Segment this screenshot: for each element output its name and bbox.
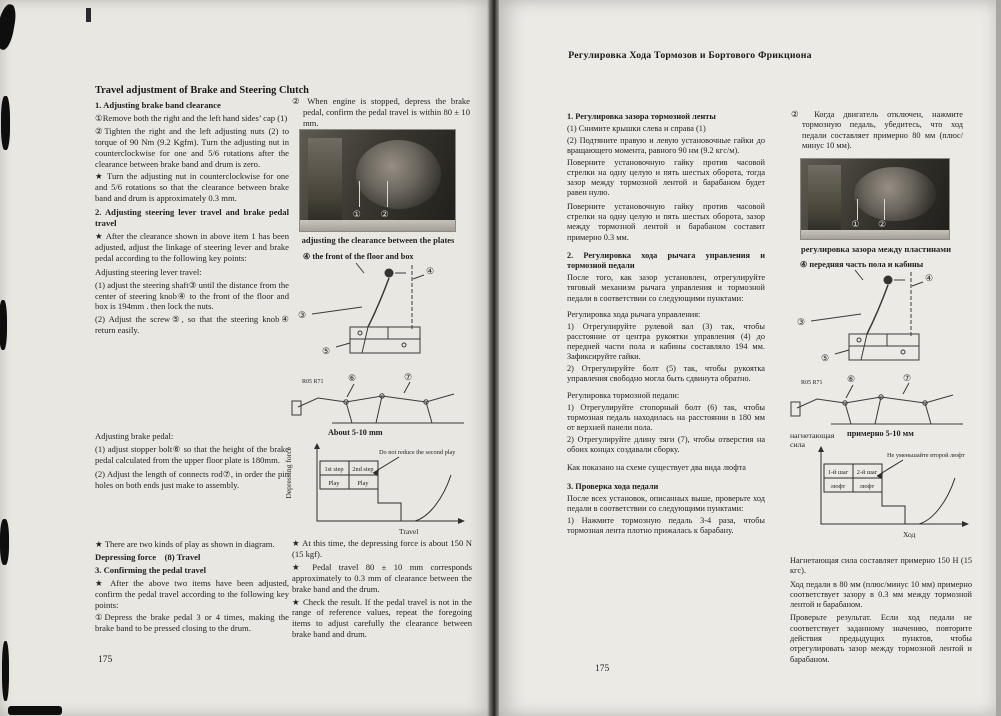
paragraph: 1) Нажмите тормозную педаль 3-4 раза, чтобы тормозная лента плотно прижалась к барабану. (567, 515, 765, 535)
paragraph: Нагнетающая сила составляет примерно 150 Н (15 кгс). (790, 556, 972, 576)
circled-5-marker: ⑤ (821, 353, 830, 363)
paragraph: Как показано на схеме существует два вида люфта (567, 463, 746, 473)
brake-drum-detail (854, 167, 935, 221)
right-page (499, 0, 996, 716)
graph-play1-label: люфт (830, 483, 846, 490)
circled-5-marker: ⑤ (322, 346, 331, 356)
paragraph: 1) Отрегулируйте стопорный болт (6) так, чтобы тормозная педаль находилась на расстоянии в 180 мм от верхней панели пола. (567, 402, 765, 433)
circled-3-marker: ③ (298, 310, 307, 320)
circled-6-marker: ⑥ (348, 373, 357, 383)
section-heading: 2. Adjusting steering lever travel and brake pedal travel (95, 207, 289, 229)
callout-line (857, 199, 858, 220)
paragraph: 2) Отрегулируйте болт (5) так, чтобы рукоятка управления свободно могла быть сдвинута обратно. (567, 364, 765, 384)
graph-y-axis-label: нагнетающая сила (790, 431, 835, 450)
ink-smudge (86, 8, 91, 22)
paragraph: Регулировка тормозной педали: (567, 390, 680, 400)
paragraph: ②Tighten the right and the left adjusting nuts (2) to torque of 90 Nm (9.2 Kgfm). Turn the adjusting nut in counterclockwise for one and 5/6 rotations after the clearance between brake band and drum is zero. (95, 125, 289, 169)
circled-4-marker: ④ (800, 260, 808, 269)
paragraph: Поверните установочную гайку против часовой стрелки на одну целую и пять шестых оборота, тогда зазор между тормозной лентой и барабаном будет равен нулю. (567, 157, 765, 198)
steering-lever-diagram (292, 259, 467, 371)
left-page (0, 0, 489, 716)
paragraph: Проверьте результат. Если ход педали не соответствует заданному значению, повторите действия предыдущих пунктов, чтобы отрегулировать зазор между тормозной лентой и барабаном. (790, 613, 972, 664)
graph-step1-label: 1st step (324, 466, 344, 473)
callout-marker-1: ① (851, 219, 860, 230)
paragraph: ①Depress the brake pedal 3 or 4 times, making the brake band to be pressed closing to the drum. (95, 612, 289, 634)
paragraph: Adjusting steering lever travel: (95, 266, 202, 277)
graph-y-axis-label: Depressing force (284, 447, 293, 499)
ink-smudge (2, 641, 9, 701)
graph-note: Не уменьшайте второй люфт (887, 452, 965, 459)
section-heading: 2. Регулировка хода рычага управления и тормозной педали (567, 250, 765, 271)
section-heading: 3. Проверка хода педали (567, 481, 659, 491)
circled-7-marker: ⑦ (903, 373, 912, 383)
graph-step2-label: 2nd step (352, 466, 374, 473)
photo-detail (808, 165, 841, 232)
paragraph: Поверните установочную гайку против часовой стрелки на одну целую и пять шестых оборота, зазор между тормозной лентой и барабаном составит примерно 0.3 мм. (567, 201, 765, 242)
paragraph: (1) adjust stopper bolt⑥ so that the height of the brake pedal calculated from the upper floor plate is 180mm. (95, 443, 289, 465)
paragraph: (2) Подтяните правую и левую установочные гайки до вращающего момента, равного 90 нм (9.2 кгс/м). (567, 135, 765, 155)
steering-lever-diagram (791, 266, 966, 378)
callout-marker-2: ② (877, 219, 887, 230)
paragraph: После того, как зазор установлен, отрегулируйте тяговый механизм рычага управления и тормозной педали в соответствии со следующими пунктами: (567, 272, 765, 303)
section-heading: 1. Adjusting brake band clearance (95, 100, 221, 110)
page-header: Регулировка Хода Тормозов и Бортового Фрикциона (568, 50, 812, 61)
brake-drum-detail (356, 140, 441, 209)
paragraph: (1) Снимите крышки слева и справа (1) (567, 123, 706, 133)
photo-detail (300, 220, 455, 231)
circled-7-marker: ⑦ (404, 372, 413, 382)
graph-play2-label: Play (357, 480, 369, 487)
left-column-text (95, 100, 289, 338)
paragraph: ★ Turn the adjusting nut in counterclockwise for one and 5/6 rotations so that the clearance between brake band and drum is approximately 0.3 mm. (95, 171, 289, 204)
callout-line (359, 181, 360, 207)
paragraph: ★ After the above two items have been adjusted, confirm the pedal travel according to the following key points: (95, 577, 289, 610)
paragraph: 1) Отрегулируйте рулевой вал (3) так, чтобы расстояние от центра рукоятки управления (4) до передней части пола и кабины составляло 194 мм. Зафиксируйте гайки. (567, 321, 765, 362)
ink-smudge (8, 706, 62, 715)
page-number: 175 (98, 655, 113, 665)
paragraph: ★ Check the result. If the pedal travel is not in the range of reference values, repeat the foregoing items to adjust carefully the clearance between brake band and drum. (292, 596, 472, 640)
steering-knob (385, 269, 394, 278)
paragraph: 2) Отрегулируйте длину тяги (7), чтобы отверстия на обоих концах создавали сборку. (567, 434, 765, 455)
floor-box-label: ④ the front of the floor and box (303, 252, 414, 261)
graph-step1-label: 1-й шаг (827, 469, 849, 476)
section-heading: 1. Регулировка зазора тормозной ленты (567, 112, 716, 121)
callout-line (387, 181, 388, 207)
paragraph: (2) Adjust the screw⑤, so that the steering knob④ return easily. (95, 314, 289, 336)
photo-caption: adjusting the clearance between the plates (301, 235, 455, 245)
ink-smudge (0, 519, 9, 565)
part-number-label: R05 R71 (801, 380, 823, 386)
circled-3-marker: ③ (797, 317, 806, 327)
paragraph: ★ There are two kinds of play as shown in diagram. (95, 539, 275, 549)
about-play-label: About 5-10 mm (328, 428, 383, 437)
circled-6-marker: ⑥ (847, 374, 856, 384)
ink-smudge (0, 300, 7, 350)
paragraph: После всех установок, описанных выше, проверьте ход педали в соответствии со следующими пунктами: (567, 493, 765, 513)
page-title: Travel adjustment of Brake and Steering Clutch (95, 85, 309, 96)
paragraph: ★ At this time, the depressing force is about 150 N (15 kgf). (292, 538, 472, 559)
paragraph: Регулировка хода рычага управления: (567, 309, 701, 319)
paragraph: (1) adjust the steering shaft③ until the distance from the center of steering knob④ to the front of the floor and box is 194mm . then lock the nuts. (95, 279, 289, 312)
left-column-text (567, 112, 765, 538)
force-travel-graph (807, 444, 975, 542)
paragraph: ★ Pedal travel 80 ± 10 mm corresponds approximately to 0.3 mm of clearance between the brake band and the drum. (292, 561, 472, 594)
paragraph: Ход педали в 80 мм (плюс/минус 10 мм) примерно соответствует зазору в 0.3 мм между тормозной лентой и барабаном. (790, 579, 972, 610)
paragraph: (2) Adjust the length of connects rod⑦, in order the pin holes on both ends just make to assembly. (95, 468, 289, 490)
brake-pedal-diagram (288, 371, 470, 427)
graph-step2-label: 2-й шаг (856, 469, 878, 476)
page-number: 175 (595, 664, 610, 674)
force-travel-graph (303, 441, 471, 539)
section-heading: 3. Confirming the pedal travel (95, 564, 206, 575)
graph-x-axis-label: Travel (399, 527, 419, 536)
photo-caption: регулировка зазора между пластинами (801, 244, 951, 254)
star-notes-block (292, 538, 472, 642)
circled-4-marker: ④ (303, 252, 311, 261)
machinery-photo (299, 129, 456, 232)
about-play-label: примерно 5-10 мм (847, 429, 914, 438)
photo-detail (801, 230, 949, 239)
floor-box-label: ④ передняя часть пола и кабины (800, 260, 924, 269)
steering-knob (884, 276, 893, 285)
paragraph-engine-stopped: ② When engine is stopped, depress the brake pedal, confirm the pedal travel is within 80 ± 10 mm. (292, 96, 470, 128)
brake-pedal-diagram (787, 372, 969, 428)
paragraph: ★ After the clearance shown in above item 1 has been adjusted, adjust the linkage of steering lever and brake pedal according to the following key points: (95, 230, 289, 263)
graph-note: Do not reduce the second play (379, 449, 456, 456)
graph-play2-label: люфт (859, 483, 875, 490)
part-number-label: R05 R71 (302, 379, 324, 385)
circled-4-marker: ④ (925, 273, 934, 283)
callout-marker-1: ① (352, 208, 361, 219)
bottom-notes-block (790, 556, 972, 666)
photo-detail (308, 138, 342, 223)
confirm-text-block (95, 539, 289, 636)
paragraph: ①Remove both the right and the left hand sides’ cap (1) (95, 112, 288, 123)
circled-4-marker: ④ (426, 266, 435, 276)
paragraph: Adjusting brake pedal: (95, 431, 174, 441)
paragraph-engine-stopped: ② Когда двигатель отключен, нажмите тормозную педаль, убедитесь, что ход педали составляет примерно 80 мм (плюс/минус 10 мм). (791, 110, 963, 150)
diagram-legend: Depressing force (8) Travel (95, 551, 201, 562)
ink-smudge (1, 96, 10, 150)
callout-marker-2: ② (380, 208, 389, 219)
callout-line (884, 199, 885, 220)
graph-x-axis-label: Ход (903, 530, 916, 539)
graph-play1-label: Play (328, 480, 340, 487)
machinery-photo (800, 158, 950, 240)
brake-pedal-text-block (95, 431, 289, 493)
